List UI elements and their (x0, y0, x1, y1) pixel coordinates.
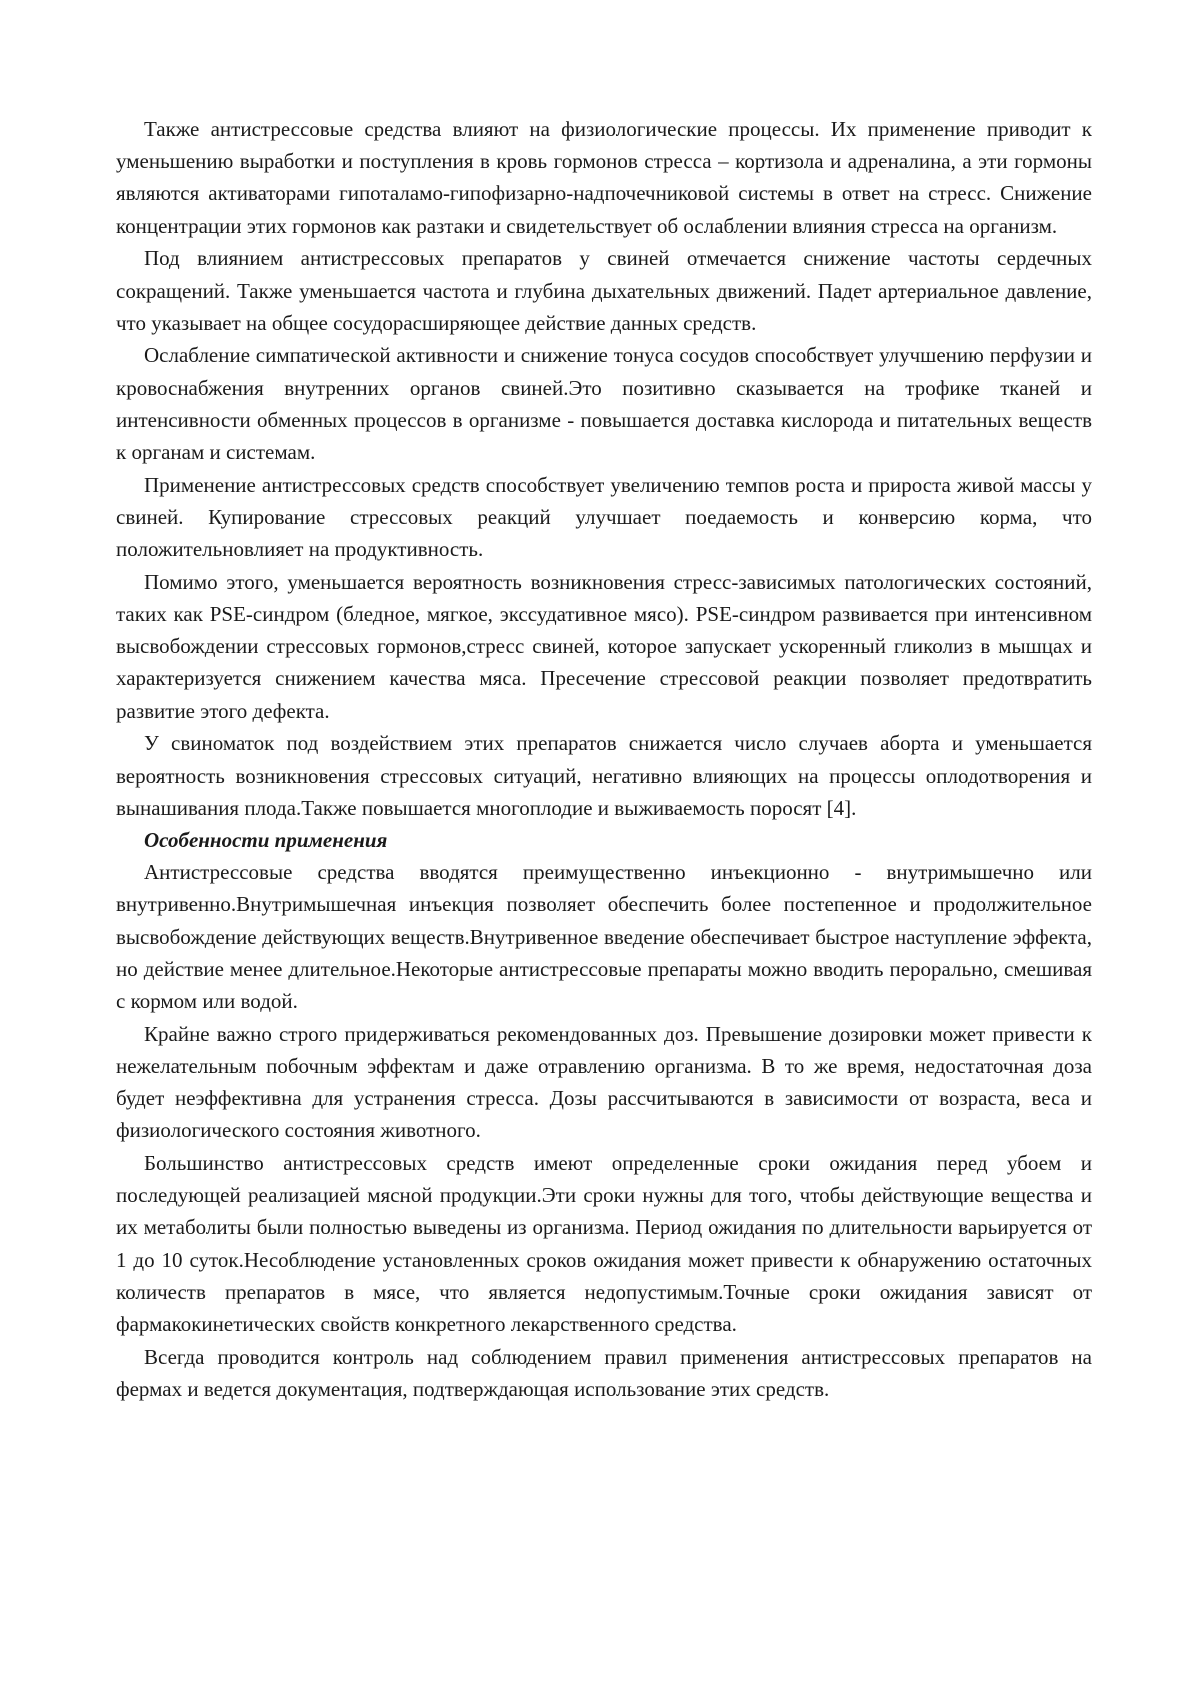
paragraph-dosage: Крайне важно строго придерживаться рекомендованных доз. Превышение дозировки может привести к нежелательным побочным эффектам и даже отравлению организма. В то же время, недостаточная доза будет неэффективна для устранения стресса. Дозы рассчитываются в зависимости от возраста, веса и физиологического состояния животного. (116, 1021, 1092, 1143)
paragraph-control: Всегда проводится контроль над соблюдением правил применения антистрессовых препаратов на фермах и ведется документация, подтверждающая использование этих средств. (116, 1344, 1092, 1401)
paragraph-sows: У свиноматок под воздействием этих препаратов снижается число случаев аборта и уменьшается вероятность возникновения стрессовых ситуаций, негативно влияющих на процессы оплодотворения и вынашивания плода.Также повышается многоплодие и выживаемость поросят [4]. (116, 731, 1092, 820)
paragraph-withdrawal-period: Большинство антистрессовых средств имеют определенные сроки ожидания перед убоем и последующей реализацией мясной продукции.Эти сроки нужны для того, чтобы действующие вещества и их метаболиты были полностью выведены из организма. Период ожидания по длительности варьируется от 1 до 10 суток.Несоблюдение установленных сроков ожидания может привести к обнаружению остаточных количеств препаратов в мясе, что является недопустимым.Точные сроки ожидания зависят от фармакокинетических свойств конкретного лекарственного средства. (116, 1151, 1092, 1337)
paragraph-perfusion: Ослабление симпатической активности и снижение тонуса сосудов способствует улучшению перфузии и кровоснабжения внутренних органов свиней.Это позитивно сказывается на трофике тканей и интенсивности обменных процессов в организме - повышается доставка кислорода и питательных веществ к органам и системам. (116, 343, 1092, 465)
paragraph-cardiovascular: Под влиянием антистрессовых препаратов у свиней отмечается снижение частоты сердечных сокращений. Также уменьшается частота и глубина дыхательных движений. Падет артериальное давление, что указывает на общее сосудорасширяющее действие данных средств. (116, 246, 1092, 335)
paragraph-growth: Применение антистрессовых средств способствует увеличению темпов роста и прироста живой массы у свиней. Купирование стрессовых реакций улучшает поедаемость и конверсию корма, что положительновлияет на продуктивность. (116, 472, 1092, 562)
document-page (116, 113, 1092, 1405)
section-subheading: Особенности применения (144, 827, 388, 852)
paragraph-administration: Антистрессовые средства вводятся преимущественно инъекционно - внутримышечно или внутривенно.Внутримышечная инъекция позволяет обеспечить более постепенное и продолжительное высвобождение действующих веществ.Внутривенное введение обеспечивает быстрое наступление эффекта, но действие менее длительное.Некоторые антистрессовые препараты можно вводить перорально, смешивая с кормом или водой. (116, 860, 1092, 1013)
paragraph-pse-syndrome: Помимо этого, уменьшается вероятность возникновения стресс-зависимых патологических состояний, таких как PSE-синдром (бледное, мягкое, экссудативное мясо). PSE-синдром развивается при интенсивном высвобождении стрессовых гормонов,стресс свиней, которое запускает ускоренный гликолиз в мышцах и характеризуется снижением качества мяса. Пресечение стрессовой реакции позволяет предотвратить развитие этого дефекта. (116, 569, 1092, 723)
paragraph-hormones: Также антистрессовые средства влияют на физиологические процессы. Их применение приводит к уменьшению выработки и поступления в кровь гормонов стресса – кортизола и адреналина, а эти гормоны являются активаторами гипоталамо-гипофизарно-надпочечниковой системы в ответ на стресс. Снижение концентрации этих гормонов как разтаки и свидетельствует об ослаблении влияния стресса на организм. (116, 117, 1092, 238)
